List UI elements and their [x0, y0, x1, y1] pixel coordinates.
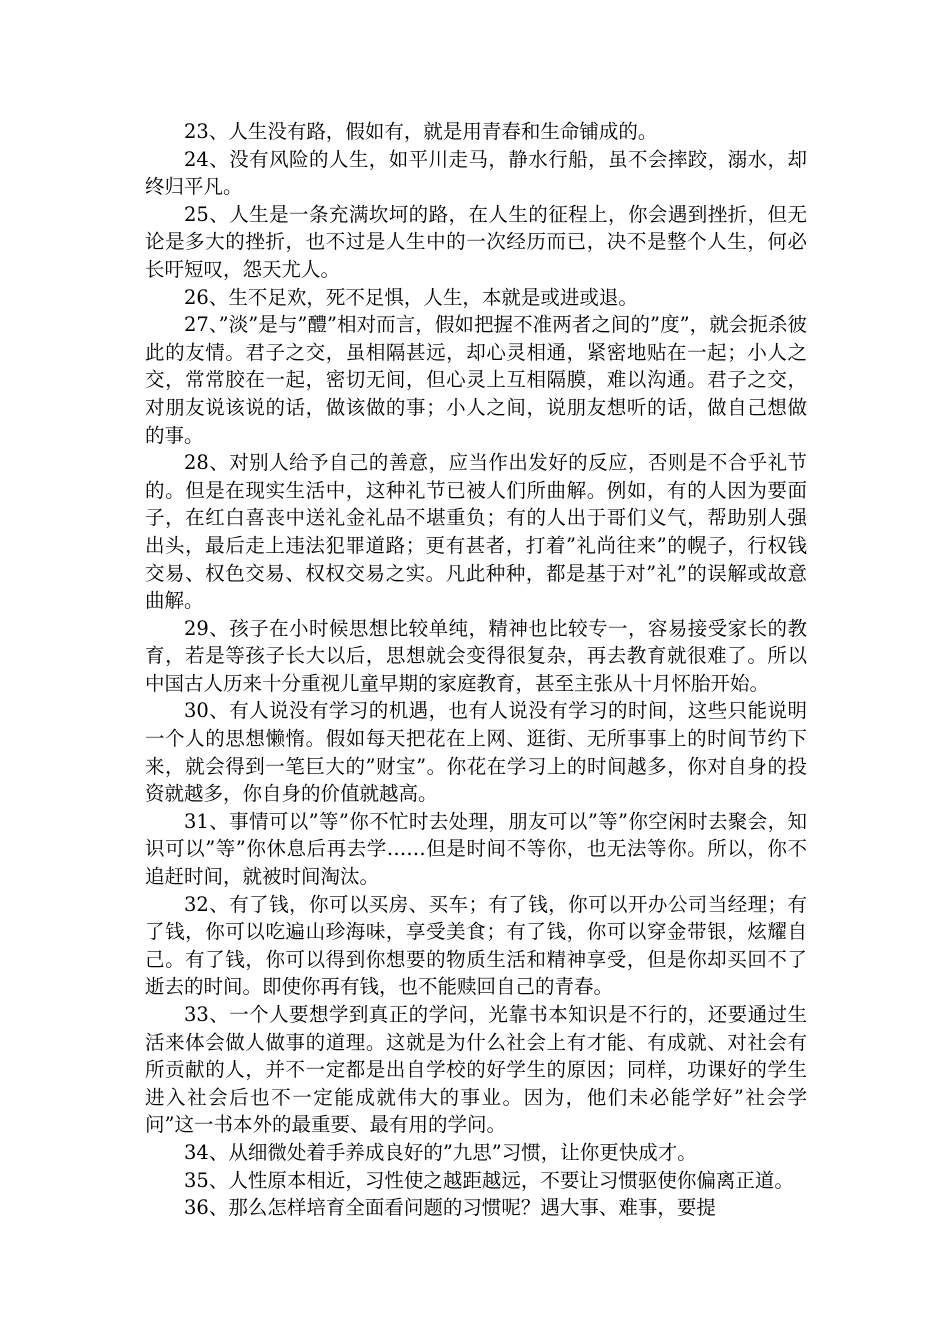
- paragraph-36: 36、那么怎样培育全面看问题的习惯呢？遇大事、难事，要提: [184, 1196, 716, 1220]
- paragraph-26: 26、生不足欢，死不足惧，人生，本就是或进或退。: [184, 285, 638, 309]
- paragraph-24: 24、没有风险的人生，如平川走马，静水行船，虽不会摔跤，溺水，却终归平凡。: [145, 147, 807, 199]
- paragraph-31: 31、事情可以”等”你不忙时去处理，朋友可以”等”你空闲时去聚会，知识可以”等”你休息后再去学……但是时间不等你，也无法等你。所以，你不追赶时间，就被时间淘汰。: [145, 809, 807, 889]
- paragraph-33: 33、一个人要想学到真正的学问，光靠书本知识是不行的，还要通过生活来体会做人做事的道理。这就是为什么社会上有才能、有成就、对社会有所贡献的人，并不一定都是出自学校的好学生的原因；同样，功课好的学生进入社会后也不一定能成就伟大的事业。因为，他们未必能学好”社会学问”这一书本外的最重要、最有用的学问。: [145, 1003, 807, 1137]
- paragraph-29: 29、孩子在小时候思想比较单纯，精神也比较专一，容易接受家长的教育，若是等孩子长大以后，思想就会变得很复杂，再去教育就很难了。所以中国古人历来十分重视儿童早期的家庭教育，甚至主张从十月怀胎开始。: [145, 616, 807, 695]
- paragraph-32: 32、有了钱，你可以买房、买车；有了钱，你可以开办公司当经理；有了钱，你可以吃遍山珍海味，享受美食；有了钱，你可以穿金带银，炫耀自己。有了钱，你可以得到你想要的物质生活和精神享受，但是你却买回不了逝去的时间。即使你再有钱，也不能赎回自己的青春。: [145, 892, 807, 999]
- paragraph-30: 30、有人说没有学习的机遇，也有人说没有学习的时间，这些只能说明一个人的思想懒惰。假如每天把花在上网、逛街、无所事事上的时间节约下来，就会得到一笔巨大的”财宝”。你花在学习上的时间越多，你对自身的投资就越多，你自身的价值就越高。: [145, 699, 807, 806]
- document-page: [145, 118, 807, 1222]
- paragraph-35: 35、人性原本相近，习性使之越距越远，不要让习惯驱使你偏离正道。: [184, 1168, 794, 1192]
- paragraph-28: 28、对别人给予自己的善意，应当作出发好的反应，否则是不合乎礼节的。但是在现实生活中，这种礼节已被人们所曲解。例如，有的人因为要面子，在红白喜丧中送礼金礼品不堪重负；有的人出于哥们义气，帮助别人强出头，最后走上违法犯罪道路；更有甚者，打着”礼尚往来”的幌子，行权钱交易、权色交易、权权交易之实。凡此种种，都是基于对”礼”的误解或故意曲解。: [145, 451, 807, 613]
- paragraph-25: 25、人生是一条充满坎坷的路，在人生的征程上，你会遇到挫折，但无论是多大的挫折，也不过是人生中的一次经历而已，决不是整个人生，何必长吁短叹，怨天尤人。: [145, 202, 807, 281]
- paragraph-23: 23、人生没有路，假如有，就是用青春和生命铺成的。: [184, 120, 658, 143]
- paragraph-27: 27、”淡”是与”醴”相对而言，假如把握不准两者之间的”度”，就会扼杀彼此的友情。君子之交，虽相隔甚远，却心灵相通，紧密地贴在一起；小人之交，常常胶在一起，密切无间，但心灵上互相隔膜，难以沟通。君子之交，对朋友说该说的话，做该做的事；小人之间，说朋友想听的话，做自己想做的事。: [145, 313, 807, 447]
- paragraph-34: 34、从细微处着手养成良好的”九思”习惯，让你更快成才。: [184, 1140, 697, 1164]
